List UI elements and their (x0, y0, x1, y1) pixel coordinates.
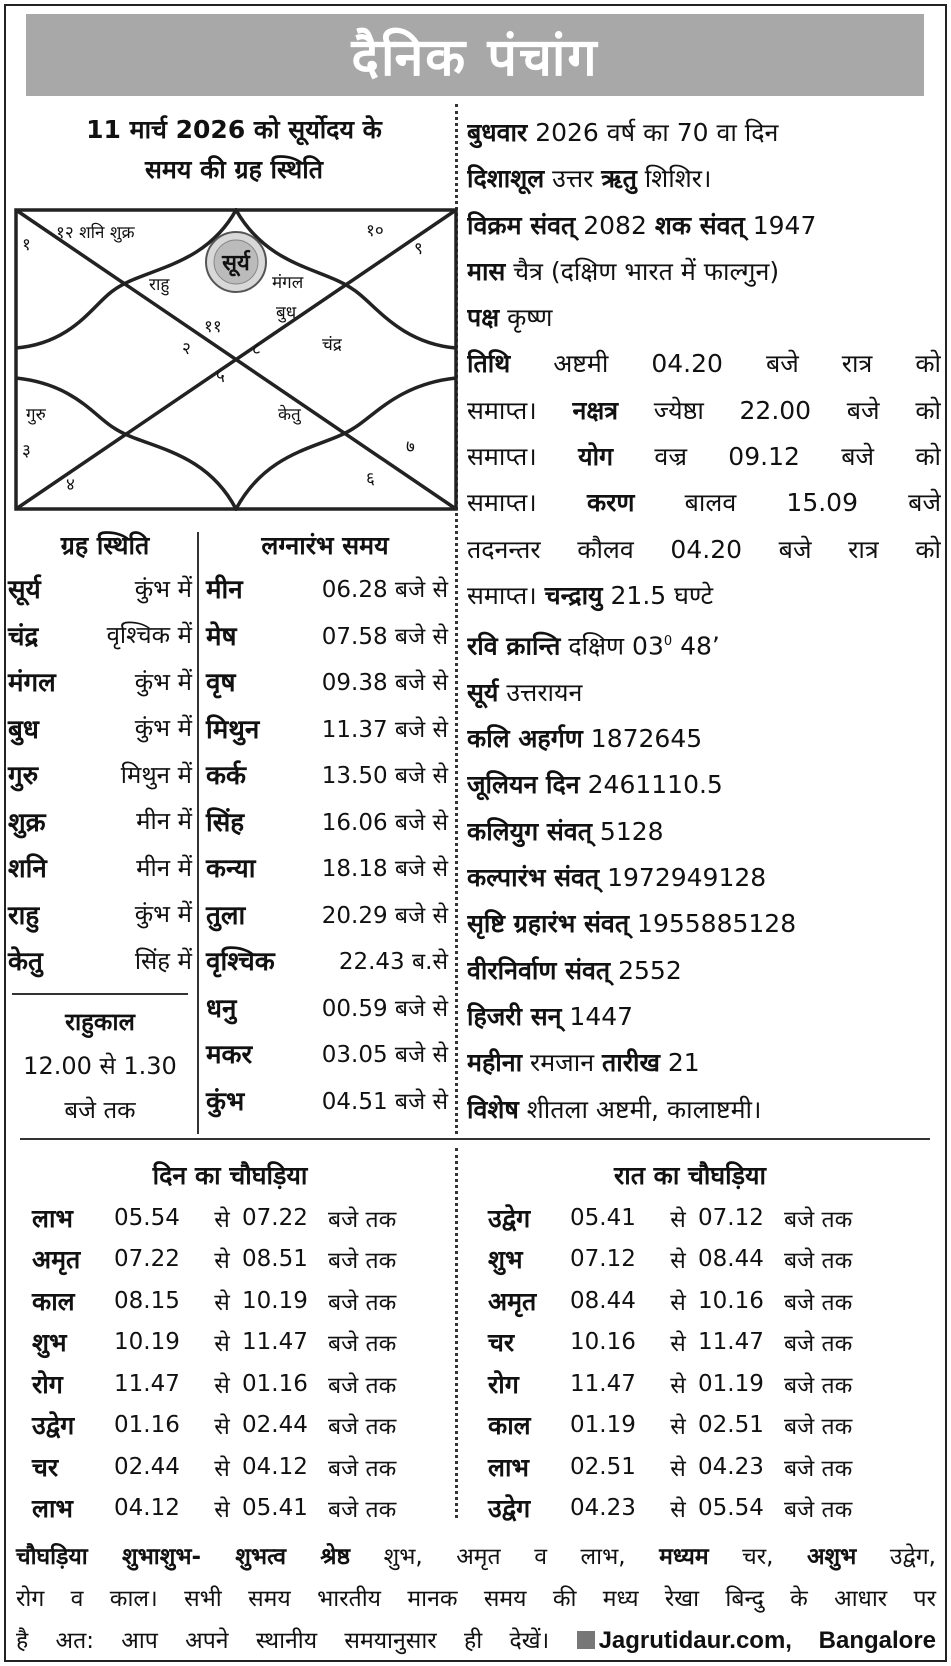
chart-curve-bottom (16, 378, 456, 509)
choghadiya-from: 07.12 (570, 1246, 636, 1273)
lagna-name: मेष (206, 621, 237, 652)
choghadiya-se: से (214, 1455, 230, 1482)
choghadiya-se: से (670, 1414, 686, 1441)
graha-rashi: मिथुन में (120, 760, 192, 789)
lagna-time: 16.06 बजे से (321, 809, 448, 836)
panchang-details (467, 110, 941, 1133)
house-4: ४ (66, 475, 75, 495)
graha-row (8, 565, 192, 612)
choghadiya-tak: बजे तक (784, 1414, 853, 1441)
lagna-time: 13.50 बजे से (321, 763, 448, 790)
lagna-name: सिंह (206, 807, 245, 838)
lagna-time: 22.43 ब.से (338, 949, 448, 976)
choghadiya-from: 10.16 (570, 1329, 636, 1356)
choghadiya-name: लाभ (488, 1452, 530, 1482)
choghadiya-se: से (214, 1289, 230, 1316)
din-choghadiya-list (32, 1197, 424, 1529)
footer-note (16, 1536, 936, 1662)
vertical-divider-choghadiya (455, 1148, 458, 1518)
choghadiya-se: से (214, 1372, 230, 1399)
column-divider (197, 532, 199, 1134)
choghadiya-se: से (670, 1372, 686, 1399)
lagna-row (206, 1077, 448, 1124)
planet-ketu: केतु (278, 405, 301, 425)
detail-row-kalparambh-samvat: कल्पारंभ संवत् 1972949128 (467, 863, 767, 893)
lagna-name: मिथुन (206, 714, 260, 745)
choghadiya-tak: बजे तक (328, 1289, 397, 1316)
choghadiya-row (32, 1363, 424, 1405)
choghadiya-to: 01.19 (698, 1370, 764, 1397)
choghadiya-tak: बजे तक (328, 1331, 397, 1358)
graha-row (8, 937, 192, 984)
choghadiya-from: 02.51 (570, 1453, 636, 1480)
detail-row-yog: समाप्त। योग वज्र 09.12 बजे को (467, 442, 941, 472)
lagna-row (206, 891, 448, 938)
graha-name: बुध (8, 714, 39, 745)
choghadiya-tak: बजे तक (328, 1455, 397, 1482)
detail-row-samvat: विक्रम संवत् 2082 शक संवत् 1947 (467, 210, 817, 240)
detail-row-weekday: बुधवार 2026 वर्ष का 70 वा दिन (467, 118, 779, 147)
choghadiya-row (488, 1488, 880, 1530)
choghadiya-tak: बजे तक (328, 1497, 397, 1524)
graha-name: केतु (8, 947, 43, 978)
planet-chandra: चंद्र (322, 335, 342, 355)
lagna-row (206, 612, 448, 659)
lagna-time: 06.28 बजे से (321, 577, 448, 604)
choghadiya-row (32, 1197, 424, 1239)
choghadiya-se: से (214, 1331, 230, 1358)
lagna-time: 09.38 बजे से (321, 670, 448, 697)
graha-name: चंद्र (8, 621, 39, 652)
choghadiya-row (32, 1488, 424, 1530)
rahukaal-box (8, 1000, 192, 1132)
graha-rashi: सिंह में (134, 946, 192, 975)
lagna-name: कुंभ (206, 1086, 245, 1117)
house-9: ९ (414, 239, 423, 259)
choghadiya-row (488, 1280, 880, 1322)
graha-sthiti-list (8, 565, 192, 984)
kundli-chart (14, 208, 458, 511)
choghadiya-name: उद्वेग (32, 1411, 75, 1441)
choghadiya-to: 02.51 (698, 1412, 764, 1439)
choghadiya-tak: बजे तक (784, 1372, 853, 1399)
house-8: ८ (252, 339, 261, 359)
graha-row (8, 658, 192, 705)
lagna-name: कर्क (206, 761, 246, 792)
choghadiya-row (488, 1197, 880, 1239)
house-11: ११ (204, 317, 222, 337)
choghadiya-from: 08.15 (114, 1287, 180, 1314)
graha-row (8, 751, 192, 798)
lagna-row (206, 937, 448, 984)
lagna-time: 04.51 बजे से (321, 1088, 448, 1115)
choghadiya-se: से (670, 1206, 686, 1233)
detail-row-vishesh: विशेष शीतला अष्टमी, कालाष्टमी। (467, 1094, 762, 1124)
graha-rashi: वृश्चिक में (106, 621, 192, 650)
detail-row-tithi: तिथि अष्टमी 04.20 बजे रात्र को (467, 349, 941, 379)
rahukaal-heading: राहुकाल (65, 1008, 135, 1036)
rahukaal-suffix: बजे तक (64, 1096, 136, 1124)
detail-row-nakshatra: समाप्त। नक्षत्र ज्येष्ठा 22.00 बजे को (467, 395, 941, 425)
choghadiya-se: से (670, 1248, 686, 1275)
choghadiya-name: उद्वेग (488, 1494, 531, 1524)
graha-sthiti-heading: ग्रह स्थिति (60, 531, 150, 560)
choghadiya-name: चर (488, 1328, 515, 1358)
choghadiya-name: रोग (488, 1369, 519, 1399)
graha-name: शनि (8, 854, 47, 885)
rahukaal-divider (12, 993, 188, 995)
lagna-row (206, 705, 448, 752)
house-1: १ (22, 235, 31, 255)
house-6: ६ (366, 469, 375, 489)
choghadiya-to: 10.16 (698, 1287, 764, 1314)
choghadiya-row (32, 1280, 424, 1322)
choghadiya-from: 02.44 (114, 1453, 180, 1480)
graha-name: शुक्र (8, 807, 46, 838)
lagna-name: वृष (206, 668, 236, 699)
detail-row-veernirvan-samvat: वीरनिर्वाण संवत् 2552 (467, 955, 682, 985)
page-title: दैनिक पंचांग (351, 27, 599, 88)
footer-line-3: है अत: आप अपने स्थानीय समयानुसार ही देखें। Jagrutidaur.com, Bangalore (16, 1627, 937, 1654)
detail-row-mahina: महीना रमजान तारीख 21 (467, 1048, 700, 1078)
graha-rashi: कुंभ में (134, 714, 192, 743)
choghadiya-to: 04.12 (242, 1453, 308, 1480)
lagnarambh-list (206, 565, 448, 1123)
graha-row (8, 844, 192, 891)
choghadiya-name: काल (488, 1411, 531, 1441)
lagna-row (206, 984, 448, 1031)
lagna-time: 11.37 बजे से (321, 716, 448, 743)
choghadiya-to: 08.51 (242, 1246, 308, 1273)
graha-rashi: कुंभ में (134, 900, 192, 929)
lagna-row (206, 844, 448, 891)
lagna-name: तुला (206, 900, 246, 931)
detail-row-chandrayu: समाप्त। चन्द्रायु 21.5 घण्टे (467, 580, 714, 610)
choghadiya-to: 01.16 (242, 1370, 308, 1397)
choghadiya-tak: बजे तक (784, 1289, 853, 1316)
detail-row-ravi-kranti: रवि क्रान्ति दक्षिण $03^0$ 48’ (467, 631, 720, 661)
lagna-time: 18.18 बजे से (321, 856, 448, 883)
lagna-time: 03.05 बजे से (321, 1042, 448, 1069)
choghadiya-se: से (670, 1497, 686, 1524)
choghadiya-row (488, 1363, 880, 1405)
choghadiya-se: से (670, 1289, 686, 1316)
choghadiya-from: 11.47 (114, 1370, 180, 1397)
choghadiya-row (32, 1322, 424, 1364)
choghadiya-name: उद्वेग (488, 1203, 531, 1233)
choghadiya-tak: बजे तक (784, 1206, 853, 1233)
lagna-name: वृश्चिक (206, 947, 275, 978)
planet-mangal: मंगल (272, 273, 304, 293)
din-choghadiya-heading: दिन का चौघड़िया (152, 1161, 308, 1190)
choghadiya-from: 04.23 (570, 1495, 636, 1522)
house-2: २ (182, 339, 191, 359)
graha-name: मंगल (8, 668, 56, 699)
graha-row (8, 705, 192, 752)
house-3: ३ (22, 441, 31, 461)
choghadiya-se: से (670, 1455, 686, 1482)
house-12-planets: १२ शनि शुक्र (56, 223, 135, 243)
detail-row-julian-day: जूलियन दिन 2461110.5 (467, 770, 723, 800)
choghadiya-to: 07.12 (698, 1204, 764, 1231)
lagna-time: 20.29 बजे से (321, 902, 448, 929)
graha-name: सूर्य (8, 575, 41, 606)
choghadiya-row (32, 1239, 424, 1281)
graha-rashi: कुंभ में (134, 574, 192, 603)
choghadiya-row (32, 1405, 424, 1447)
choghadiya-tak: बजे तक (328, 1206, 397, 1233)
choghadiya-name: लाभ (32, 1494, 74, 1524)
choghadiya-row (488, 1446, 880, 1488)
detail-row-karan: समाप्त। करण बालव 15.09 बजे (467, 488, 941, 518)
graha-name: गुरु (8, 761, 39, 792)
choghadiya-from: 08.44 (570, 1287, 636, 1314)
choghadiya-se: से (214, 1206, 230, 1233)
choghadiya-to: 05.41 (242, 1495, 308, 1522)
planet-budh: बुध (276, 303, 297, 323)
detail-row-tadanantar: तदनन्तर कौलव 04.20 बजे रात्र को (467, 534, 941, 564)
graha-rashi: मीन में (136, 807, 192, 836)
choghadiya-tak: बजे तक (784, 1455, 853, 1482)
choghadiya-to: 08.44 (698, 1246, 764, 1273)
horizontal-divider (20, 1138, 930, 1140)
lagna-name: धनु (206, 993, 237, 1024)
choghadiya-se: से (670, 1331, 686, 1358)
lagna-row (206, 658, 448, 705)
planet-rahu: राहु (149, 275, 170, 295)
choghadiya-row (488, 1322, 880, 1364)
choghadiya-row (488, 1405, 880, 1447)
lagna-name: मकर (206, 1040, 253, 1071)
detail-row-surya: सूर्य उत्तरायन (467, 677, 583, 707)
choghadiya-name: काल (32, 1286, 75, 1316)
choghadiya-tak: बजे तक (328, 1414, 397, 1441)
detail-row-kali-ahargan: कलि अहर्गण 1872645 (467, 724, 703, 754)
graha-row (8, 891, 192, 938)
choghadiya-from: 11.47 (570, 1370, 636, 1397)
graha-row (8, 612, 192, 659)
choghadiya-name: चर (32, 1452, 59, 1482)
choghadiya-to: 05.54 (698, 1495, 764, 1522)
choghadiya-to: 02.44 (242, 1412, 308, 1439)
detail-row-dishashool: दिशाशूल उत्तर ऋतु शिशिर। (467, 164, 712, 194)
detail-row-paksha: पक्ष कृष्ण (467, 303, 553, 333)
raat-choghadiya-heading: रात का चौघड़िया (614, 1161, 766, 1190)
choghadiya-row (488, 1239, 880, 1281)
detail-row-srishti-samvat: सृष्टि ग्रहारंभ संवत् 1955885128 (467, 909, 797, 939)
detail-row-maas: मास चैत्र (दक्षिण भारत में फाल्गुन) (467, 256, 780, 286)
planet-guru: गुरु (26, 405, 46, 425)
choghadiya-tak: बजे तक (784, 1331, 853, 1358)
choghadiya-from: 10.19 (114, 1329, 180, 1356)
lagna-time: 07.58 बजे से (321, 623, 448, 650)
graha-rashi: कुंभ में (134, 667, 192, 696)
lagna-row (206, 751, 448, 798)
lagna-name: कन्या (206, 854, 256, 885)
graha-name: राहु (8, 900, 40, 931)
sun-label: सूर्य (222, 251, 250, 276)
lagna-row (206, 1030, 448, 1077)
choghadiya-from: 01.16 (114, 1412, 180, 1439)
choghadiya-tak: बजे तक (784, 1248, 853, 1275)
choghadiya-to: 11.47 (698, 1329, 764, 1356)
choghadiya-name: शुभ (32, 1328, 67, 1358)
choghadiya-to: 04.23 (698, 1453, 764, 1480)
choghadiya-to: 07.22 (242, 1204, 308, 1231)
lagnarambh-heading: लग्नारंभ समय (261, 531, 389, 560)
choghadiya-name: शुभ (488, 1245, 523, 1275)
footer-line-1: चौघड़िया शुभाशुभ- शुभत्व श्रेष्ठ शुभ, अमृत व लाभ, मध्यम चर, अशुभ उद्वेग, (16, 1544, 936, 1570)
choghadiya-name: लाभ (32, 1203, 74, 1233)
house-5: ५ (216, 367, 225, 387)
graha-rashi: मीन में (136, 853, 192, 882)
square-bullet-icon (577, 1631, 595, 1649)
choghadiya-tak: बजे तक (784, 1497, 853, 1524)
choghadiya-tak: बजे तक (328, 1248, 397, 1275)
choghadiya-name: रोग (32, 1369, 63, 1399)
detail-row-hijri: हिजरी सन् 1447 (467, 1001, 634, 1031)
lagna-row (206, 565, 448, 612)
rahukaal-time: 12.00 से 1.30 (23, 1052, 177, 1080)
choghadiya-from: 01.19 (570, 1412, 636, 1439)
title-banner (26, 14, 924, 96)
house-10: १० (366, 221, 384, 241)
lagna-name: मीन (206, 575, 243, 606)
choghadiya-to: 10.19 (242, 1287, 308, 1314)
choghadiya-from: 04.12 (114, 1495, 180, 1522)
chart-heading: 11 मार्च 2026 को सूर्योदय के समय की ग्रह स्थिति (86, 115, 382, 184)
choghadiya-se: से (214, 1497, 230, 1524)
choghadiya-row (32, 1446, 424, 1488)
house-7: ७ (406, 437, 415, 457)
choghadiya-name: अमृत (488, 1286, 537, 1316)
graha-row (8, 798, 192, 845)
lagna-row (206, 798, 448, 845)
raat-choghadiya-list (488, 1197, 880, 1529)
choghadiya-to: 11.47 (242, 1329, 308, 1356)
credit: Jagrutidaur.com, Bangalore (598, 1627, 937, 1654)
choghadiya-se: से (214, 1248, 230, 1275)
choghadiya-from: 07.22 (114, 1246, 180, 1273)
choghadiya-from: 05.41 (570, 1204, 636, 1231)
choghadiya-from: 05.54 (114, 1204, 180, 1231)
choghadiya-tak: बजे तक (328, 1372, 397, 1399)
choghadiya-name: अमृत (32, 1245, 81, 1275)
footer-line-2: रोग व काल। सभी समय भारतीय मानक समय की मध्य रेखा बिन्दु के आधार पर (16, 1586, 936, 1612)
sun-symbol (206, 232, 266, 292)
detail-row-kaliyug-samvat: कलियुग संवत् 5128 (467, 816, 664, 846)
lagna-time: 00.59 बजे से (321, 995, 448, 1022)
choghadiya-se: से (214, 1414, 230, 1441)
